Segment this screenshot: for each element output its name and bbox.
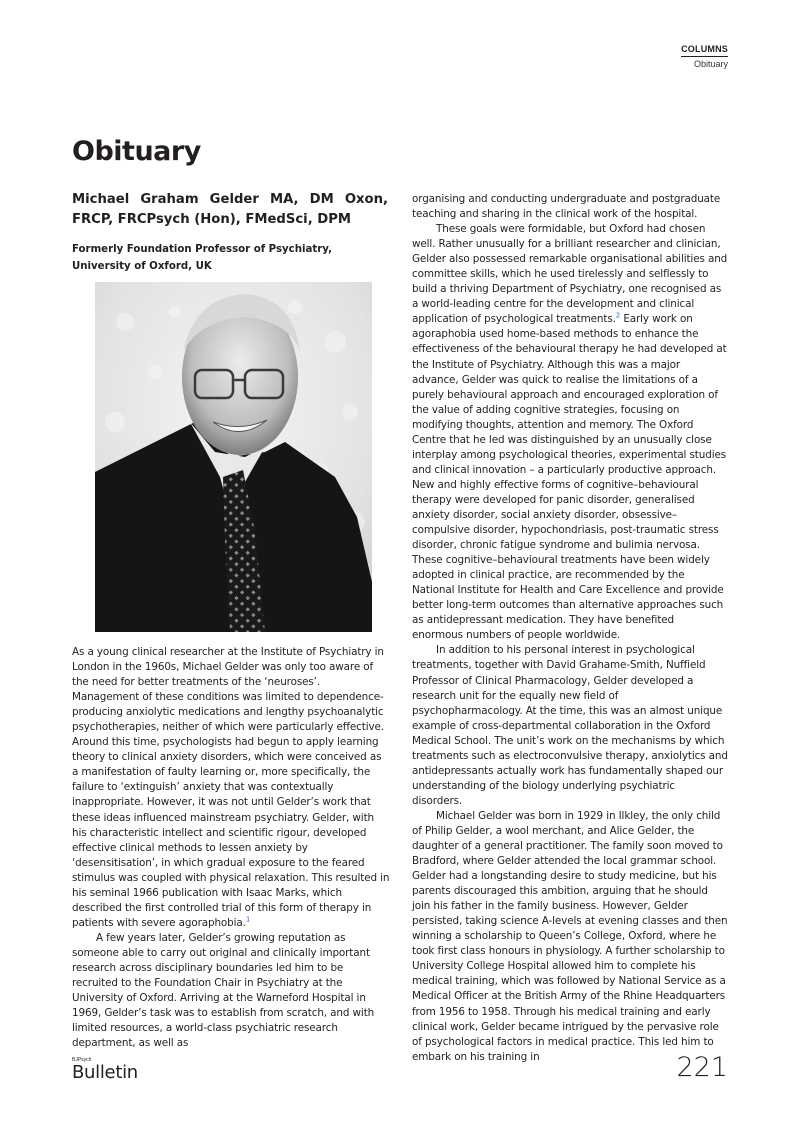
portrait-photo xyxy=(95,282,372,632)
right-column-body xyxy=(412,192,728,1065)
citation-link[interactable]: 2 xyxy=(615,311,621,320)
journal-logo xyxy=(72,1057,138,1083)
paragraph: Michael Gelder was born in 1929 in Ilkley, the only child of Philip Gelder, a wool merchant, and Alice Gelder, the daughter of a general practitioner. The family soon moved to Bradford, where Gelder attended the local grammar school. Gelder had a longstanding desire to study medicine, but his parents discouraged this ambition, arguing that he should join his father in the family business. However, Gelder persisted, taking science A-levels at evening classes and then winning a scholarship to Queen’s College, Oxford, where he took first class honours in physiology. A further scholarship to University College Hospital allowed him to complete his medical training, which was followed by National Service as a Medical Officer at the British Army of the Rhine Headquarters from 1956 to 1958. Through his medical training and early clinical work, Gelder became intrigued by the pervasive role of psychological factors in medical practice. This led him to embark on his training in xyxy=(412,809,728,1063)
affiliation: Formerly Foundation Professor of Psychiatry, University of Oxford, UK xyxy=(72,244,332,272)
paragraph-text: As a young clinical researcher at the Institute of Psychiatry in London in the 1960s, Michael Gelder was only too aware of the need for better treatments of the ‘neuroses’. Management of these conditions was limited to dependence-producing anxiolytic medications and lengthy psychoanalytic psychotherapies, neither of which were particularly effective. Around this time, psychologists had begun to apply learning theory to clinical anxiety disorders, which were conceived as a manifestation of faulty learning or, more specifically, the failure to ‘extinguish’ anxiety that was contextually inappropriate. However, it was not until Gelder’s work that these ideas influenced mainstream psychiatry. Gelder, with his characteristic intellect and scientific rigour, developed effective clinical methods to lessen anxiety by ‘desensitisation’, in which gradual exposure to the feared stimulus was coupled with physical relaxation. This resulted in his seminal 1966 publication with Isaac Marks, which described the first controlled trial of this form of therapy in patients with severe agoraphobia. xyxy=(72,646,390,929)
deceased-name: Michael Graham Gelder MA, DM Oxon, FRCP, FRCPsych (Hon), FMedSci, DPM xyxy=(72,192,388,227)
portrait-image xyxy=(95,282,372,632)
paragraph: A few years later, Gelder’s growing reputation as someone able to carry out original and clinically important research across disciplinary boundaries led him to be recruited to the Foundation Chair in Psychiatry at the University of Oxford. Arriving at the Warneford Hospital in 1969, Gelder’s task was to establish from scratch, and with limited resources, a world-class psychiatric research department, as well as xyxy=(72,931,375,1050)
paragraph xyxy=(412,222,728,643)
section-label xyxy=(681,37,728,69)
journal-logo-name: Bulletin xyxy=(72,1062,138,1083)
paragraph-text: These goals were formidable, but Oxford had chosen well. Rather unusually for a brilliant researcher and clinician, Gelder also possessed remarkable organisational abilities and committee skills, which he used tirelessly and selflessly to build a thriving Department of Psychiatry, one recognised as a world-leading centre for the development and clinical application of psychological treatments. xyxy=(412,223,728,326)
citation-link[interactable]: 1 xyxy=(245,915,251,924)
article-title: Obituary xyxy=(72,136,201,167)
paragraph-text: Early work on agoraphobia used home-based methods to enhance the effectiveness of the behavioural therapy he had developed at the Institute of Psychiatry. Although this was a major advance, Gelder was quick to realise the limitations of a purely behavioural approach and encouraged exploration of the value of adding cognitive strategies, focusing on modifying thoughts, attention and memory. The Oxford Centre that he led was distinguished by an unusually close interplay among psychological theories, experimental studies and clinical innovation – a particularly productive approach. New and highly effective forms of cognitive–behavioural therapy were developed for panic disorder, generalised anxiety disorder, social anxiety disorder, obsessive–compulsive disorder, hypochondriasis, post-traumatic stress disorder, chronic fatigue syndrome and bulimia nervosa. These cognitive–behavioural treatments have been widely adopted in clinical practice, are recommended by the National Institute for Health and Care Excellence and provide better long-term outcomes than alternative approaches such as antidepressant medication. They have benefited enormous numbers of people worldwide. xyxy=(412,313,727,642)
paragraph: organising and conducting undergraduate and postgraduate teaching and sharing in the clinical work of the hospital. xyxy=(412,193,721,221)
page-number: 221 xyxy=(676,1052,728,1083)
left-column-header xyxy=(72,190,388,275)
left-column-body xyxy=(72,645,390,1051)
paragraph xyxy=(72,645,390,931)
section-name: COLUMNS xyxy=(681,44,728,57)
subsection-name: Obituary xyxy=(693,59,728,69)
paragraph: In addition to his personal interest in psychological treatments, together with David Grahame-Smith, Nuffield Professor of Clinical Pharmacology, Gelder developed a research unit for the equally new field of psychopharmacology. At the time, this was an almost unique example of cross-departmental collaboration in the Oxford Medical School. The unit’s work on the mechanisms by which treatments such as electroconvulsive therapy, anxiolytics and antidepressants actually work has fundamentally shaped our understanding of the biology underlying psychiatric disorders. xyxy=(412,644,728,807)
journal-logo-small: BJPsych xyxy=(72,1057,92,1063)
